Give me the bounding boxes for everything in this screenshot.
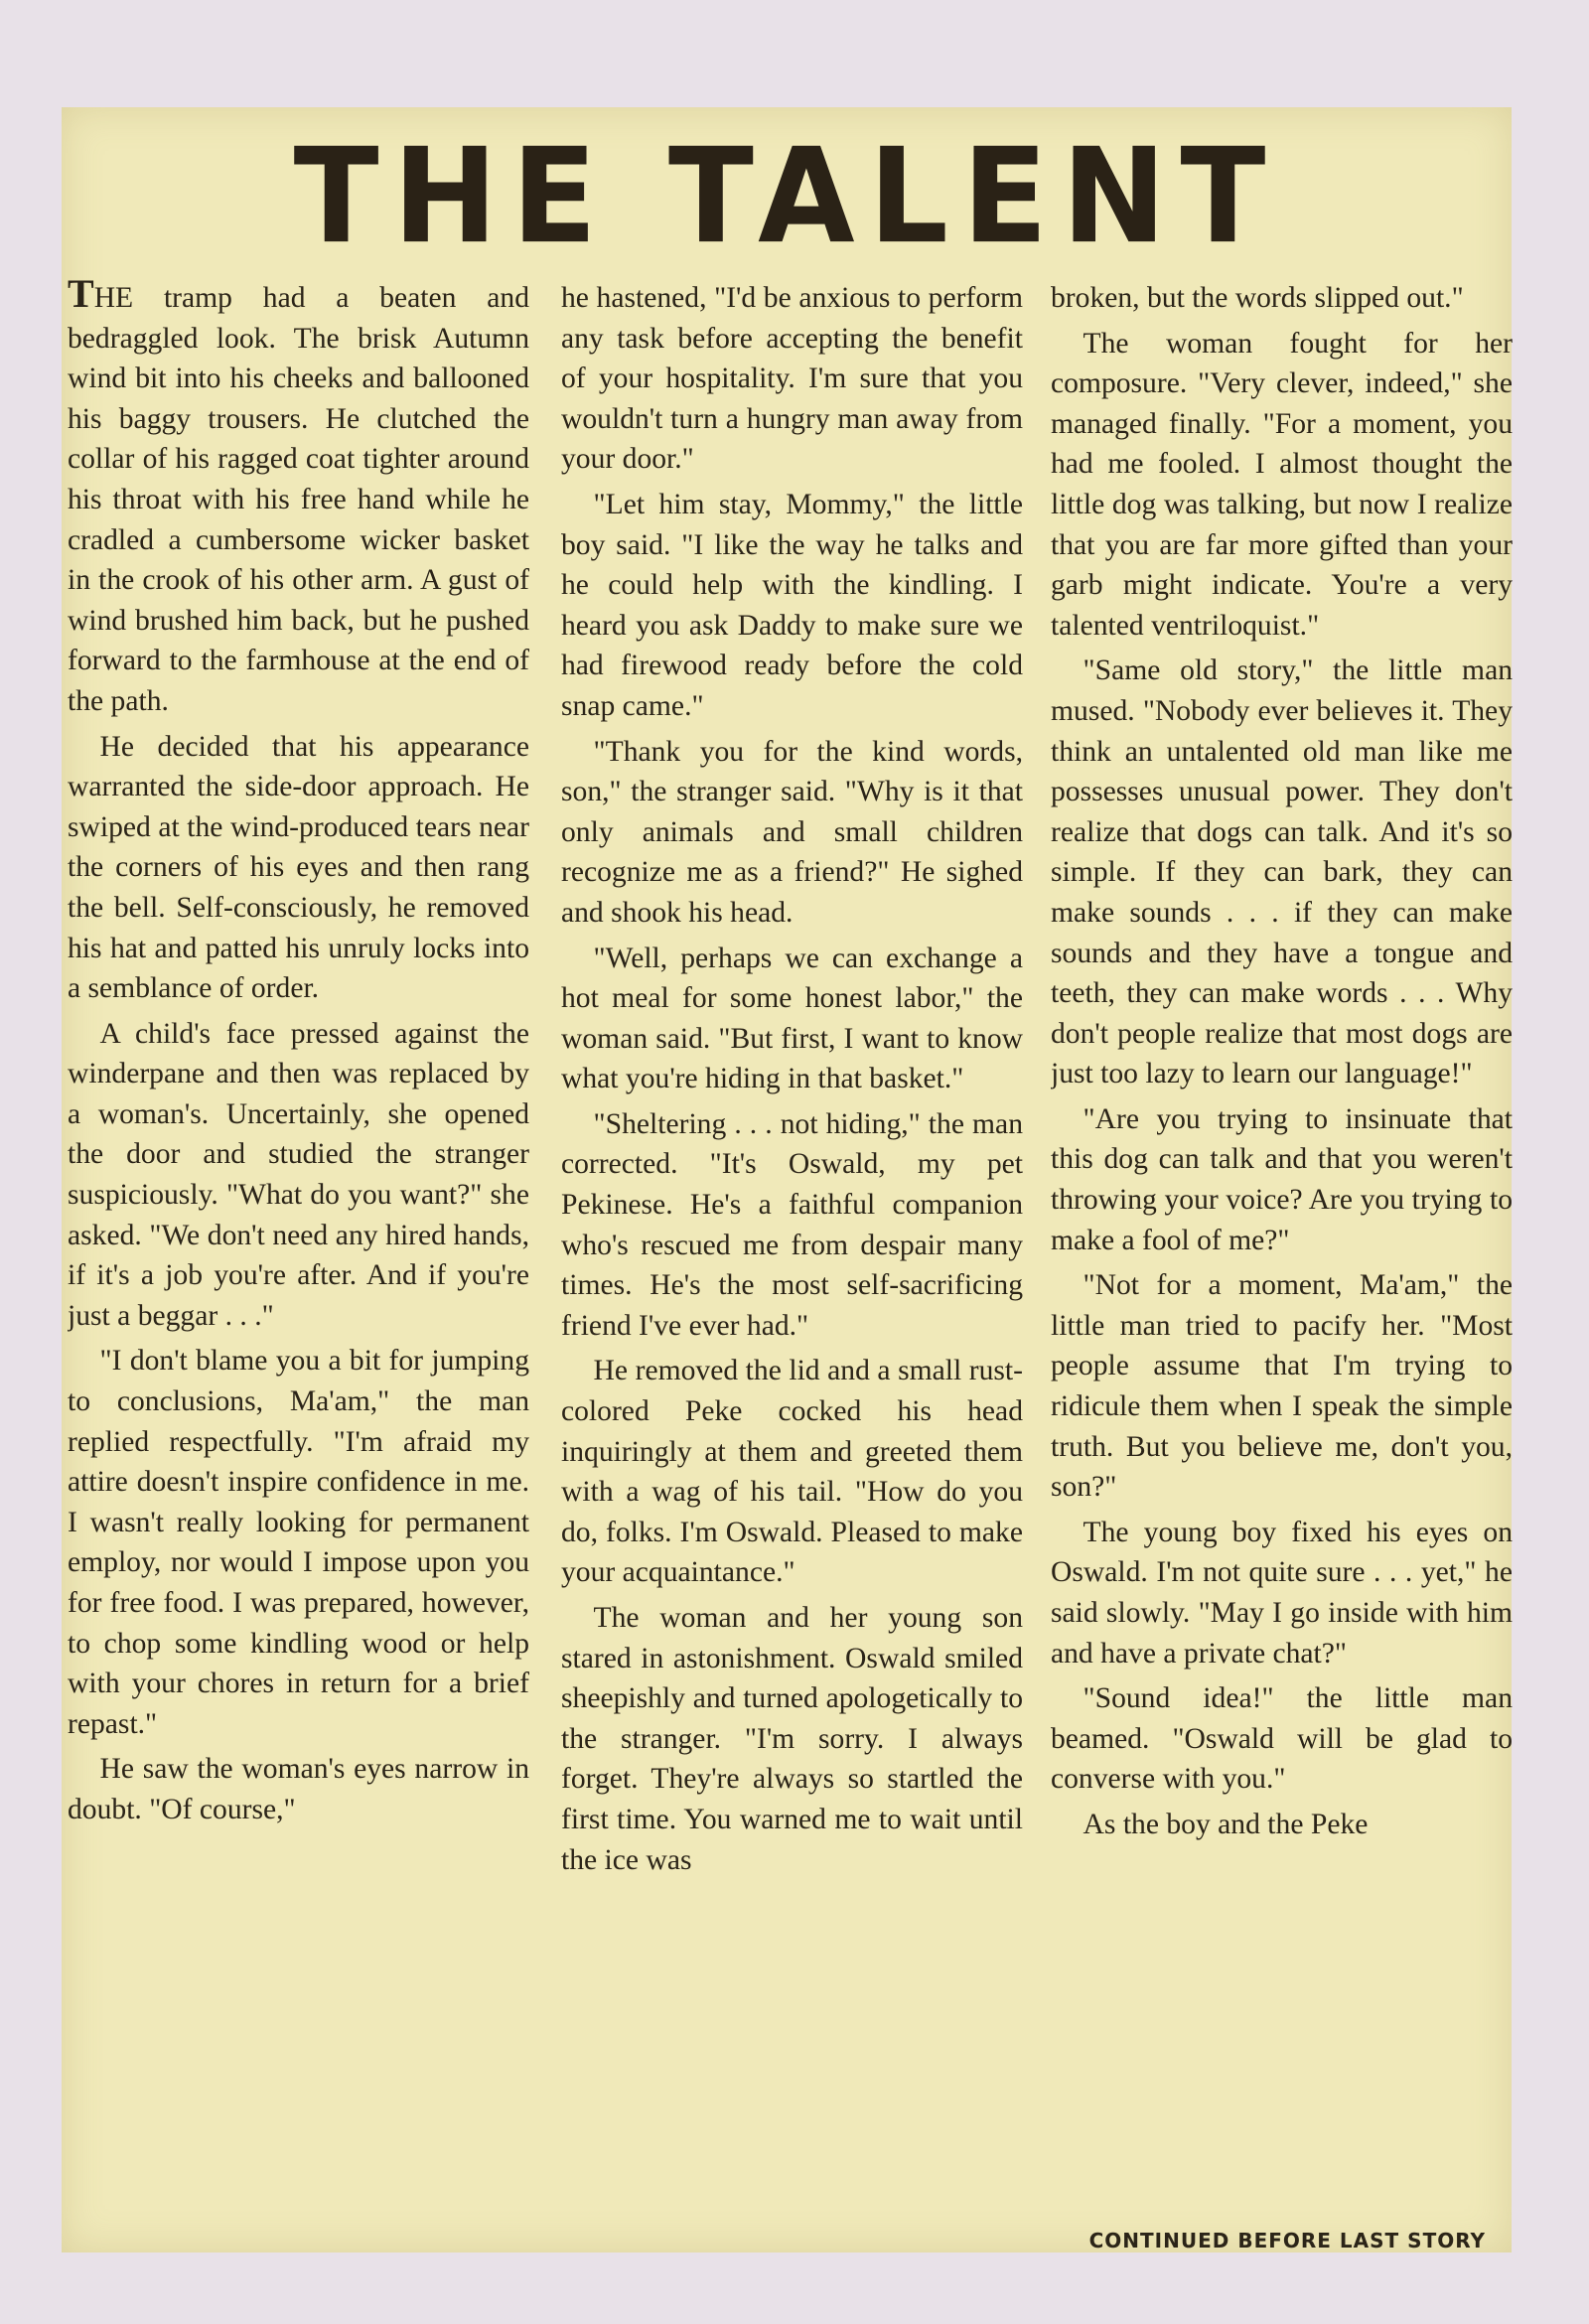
text-column-2 bbox=[561, 278, 1023, 2195]
paragraph: "Let him stay, Mommy," the little boy said. "I like the way he talks and he could help with the kindling. I heard you ask Daddy to make sure we had firewood ready before the cold snap came." bbox=[561, 488, 1023, 722]
paragraph: "Same old story," the little man mused. "Nobody ever believes it. They think an untalented old man like me possesses unusual power. They don't realize that dogs can talk. And it's so simple. If they can bark, they can make sounds . . . if they can make sounds and they have a tongue and teeth, they can make words . . . Why don't people realize that most dogs are just too lazy to learn our language!" bbox=[1051, 654, 1513, 1090]
drop-cap: T bbox=[68, 278, 94, 316]
paragraph: A child's face pressed against the winderpane and then was replaced by a woman's. Uncertainly, she opened the door and studied the stranger suspiciously. "What do you want?" she asked. "We don't need any hired hands, if it's a job you're after. And if you're just a beggar . . ." bbox=[68, 1017, 529, 1332]
paragraph: He decided that his appearance warranted the side-door approach. He swiped at the wind-produced tears near the corners of his eyes and then rang the bell. Self-consciously, he removed his hat and patted his unruly locks into a semblance of order. bbox=[68, 730, 529, 1005]
paragraph: "Sheltering . . . not hiding," the man corrected. "It's Oswald, my pet Pekinese. He's a faithful companion who's rescued me from despair many times. He's the most self-sacrificing friend I've ever had." bbox=[561, 1107, 1023, 1342]
paragraph: he hastened, "I'd be anxious to perform any task before accepting the benefit of your hospitality. I'm sure that you wouldn't turn a hungry man away from your door." bbox=[561, 282, 1023, 476]
paragraph: "Are you trying to insinuate that this dog can talk and that you weren't throwing your voice? Are you trying to make a fool of me?" bbox=[1051, 1102, 1513, 1256]
paragraph: "Thank you for the kind words, son," the stranger said. "Why is it that only animals and small children recognize me as a friend?" He sighed and shook his head. bbox=[561, 735, 1023, 929]
text-column-3 bbox=[1051, 278, 1513, 2195]
paragraph bbox=[68, 278, 529, 722]
paragraph: The young boy fixed his eyes on Oswald. I'm not quite sure . . . yet," he said slowly. "May I go inside with him and have a private chat?" bbox=[1051, 1516, 1513, 1670]
paragraph: The woman and her young son stared in astonishment. Oswald smiled sheepishly and turned apologetically to the stranger. "I'm sorry. I always forget. They're always so startled the first time. You warned me to wait until the ice was bbox=[561, 1602, 1023, 1876]
paragraph: "Sound idea!" the little man beamed. "Oswald will be glad to converse with you." bbox=[1051, 1682, 1513, 1796]
paragraph: He saw the woman's eyes narrow in doubt. "Of course," bbox=[68, 1753, 529, 1825]
paragraph-text: HE tramp had a beaten and bedraggled look. The brisk Autumn wind bit into his cheeks and ballooned his baggy trousers. He clutched the collar of his ragged coat tighter around his throat with his free hand while he cradled a cumbersome wicker basket in the crook of his other arm. A gust of wind brushed him back, but he pushed forward to the farmhouse at the end of the path. bbox=[68, 282, 529, 717]
story-panel bbox=[62, 107, 1512, 2252]
paragraph: broken, but the words slipped out." bbox=[1051, 282, 1464, 314]
paragraph: As the boy and the Peke bbox=[1083, 1808, 1369, 1840]
story-title: THE TALENT bbox=[293, 119, 1280, 273]
paragraph: "Well, perhaps we can exchange a hot meal for some honest labor," the woman said. "But first, I want to know what you're hiding in that basket." bbox=[561, 942, 1023, 1095]
text-column-1 bbox=[68, 278, 529, 2195]
story-columns bbox=[68, 278, 1513, 2195]
paragraph: He removed the lid and a small rust-colored Peke cocked his head inquiringly at them and greeted them with a wag of his tail. "How do you do, folks. I'm Oswald. Pleased to make your acquaintance." bbox=[561, 1355, 1023, 1589]
paragraph: "I don't blame you a bit for jumping to conclusions, Ma'am," the man replied respectfully. "I'm afraid my attire doesn't inspire confidence in me. I wasn't really looking for permanent employ, nor would I impose upon you for free food. I was prepared, however, to chop some kindling wood or help with your chores in return for a brief repast." bbox=[68, 1345, 529, 1740]
paragraph: "Not for a moment, Ma'am," the little man tried to pacify her. "Most people assume that I'm trying to ridicule them when I speak the simple truth. But you believe me, don't you, son?" bbox=[1051, 1269, 1513, 1504]
continued-note: CONTINUED BEFORE LAST STORY bbox=[1088, 2229, 1486, 2252]
paragraph: The woman fought for her composure. "Very clever, indeed," she managed finally. "For a moment, you had me fooled. I almost thought the little dog was talking, but now I realize that you are far more gifted than your garb might indicate. You're a very talented ventriloquist." bbox=[1051, 327, 1513, 642]
